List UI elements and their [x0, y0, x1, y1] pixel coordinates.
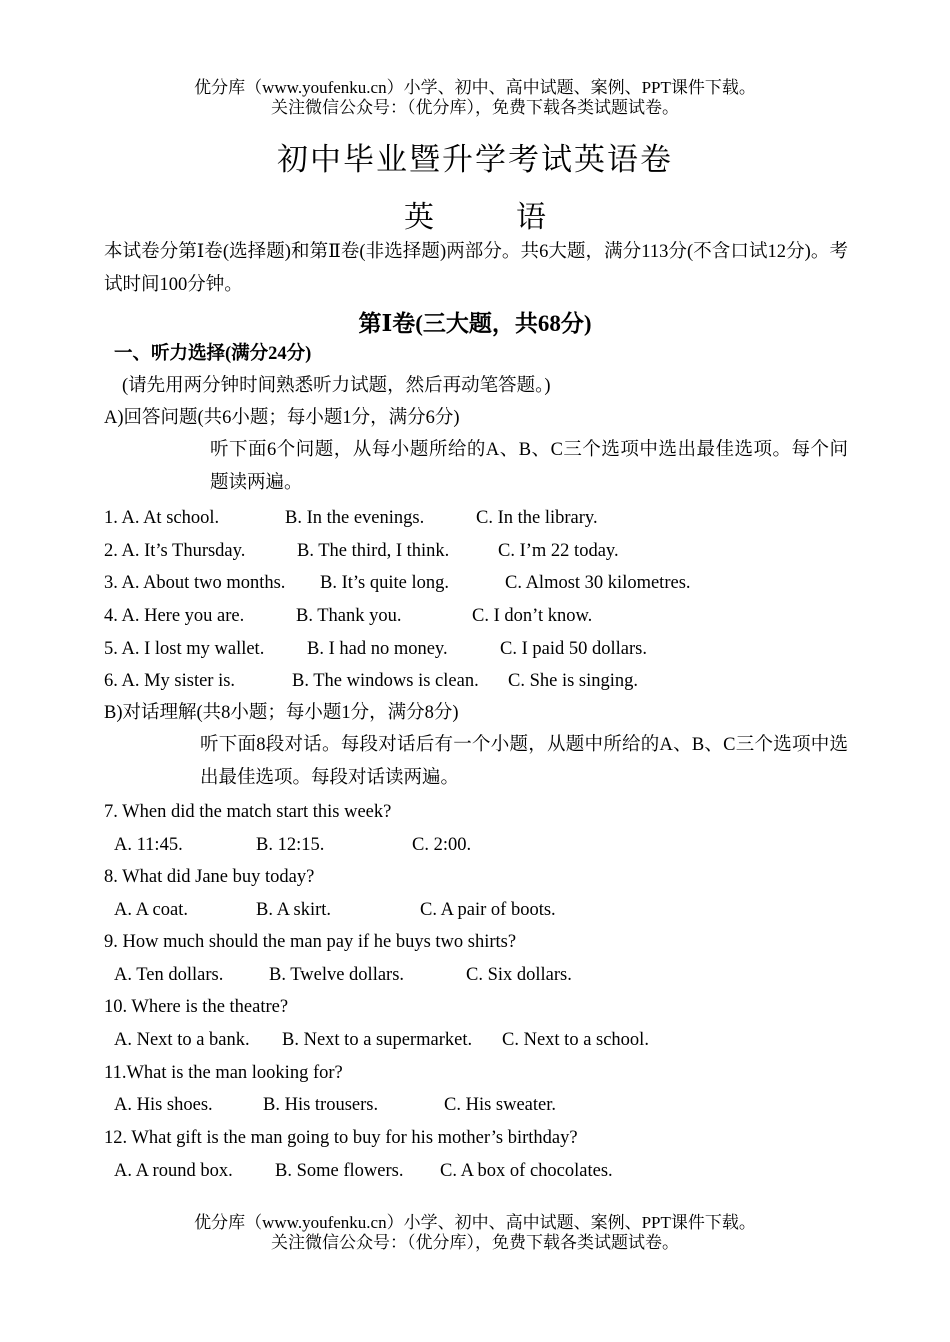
subtitle	[0, 192, 950, 236]
section1-title: 一、听力选择(满分24分)	[114, 344, 312, 364]
option-b: B. In the evenings.	[285, 508, 425, 528]
option-c: C. Almost 30 kilometres.	[505, 573, 691, 593]
option-b: B. His trousers.	[263, 1095, 379, 1115]
partA-instruction: 听下面6个问题，从每小题所给的A、B、C三个选项中选出最佳选项。每个问题读两遍。	[210, 440, 848, 493]
option-c: C. A box of chocolates.	[440, 1161, 613, 1181]
option-a: A. A coat.	[114, 900, 188, 920]
option-c: C. She is singing.	[508, 671, 639, 691]
option-a: A. 11:45.	[114, 835, 183, 855]
question-text: 11.What is the man looking for?	[104, 1063, 343, 1083]
footer-line-2: 关注微信公众号：（优分库），免费下载各类试题试卷。	[271, 1233, 679, 1252]
option-c: C. Next to a school.	[502, 1030, 649, 1050]
option-a: 4. A. Here you are.	[104, 606, 245, 626]
header-line-1: 优分库（www.youfenku.cn）小学、初中、高中试题、案例、PPT课件下载。	[194, 78, 756, 97]
section1-note: (请先用两分钟时间熟悉听力试题，然后再动笔答题。)	[122, 376, 551, 396]
intro-paragraph: 本试卷分第Ⅰ卷(选择题)和第Ⅱ卷(非选择题)两部分。共6大题，满分113分(不含口试12分)。考试时间100分钟。	[104, 242, 848, 295]
partB-instruction: 听下面8段对话。每段对话后有一个小题，从题中所给的A、B、C三个选项中选出最佳选项。每段对话读两遍。	[200, 735, 848, 788]
option-c: C. In the library.	[476, 508, 598, 528]
page-title: 初中毕业暨升学考试英语卷	[277, 142, 673, 177]
option-b: B. Next to a supermarket.	[282, 1030, 473, 1050]
option-c: C. 2:00.	[412, 835, 472, 855]
question-text: 10. Where is the theatre?	[104, 997, 289, 1017]
question-text: 8. What did Jane buy today?	[104, 867, 315, 887]
option-b: B. Thank you.	[296, 606, 402, 626]
option-a: 6. A. My sister is.	[104, 671, 236, 691]
subtitle-char-2: 语	[516, 201, 546, 234]
option-c: C. Six dollars.	[466, 965, 572, 985]
subtitle-char-1: 英	[404, 201, 434, 234]
option-c: C. I paid 50 dollars.	[500, 639, 647, 659]
option-c: C. His sweater.	[444, 1095, 557, 1115]
option-b: B. It’s quite long.	[320, 573, 449, 593]
option-a: A. Next to a bank.	[114, 1030, 250, 1050]
option-b: B. Some flowers.	[275, 1161, 404, 1181]
partA-title: A)回答问题(共6小题；每小题1分，满分6分)	[104, 408, 460, 428]
option-b: B. I had no money.	[307, 639, 448, 659]
option-a: A. His shoes.	[114, 1095, 213, 1115]
part1-title: 第Ⅰ卷(三大题，共68分)	[358, 311, 592, 336]
question-text: 12. What gift is the man going to buy for his mother’s birthday?	[104, 1128, 578, 1148]
option-a: A. A round box.	[114, 1161, 233, 1181]
question-text: 7. When did the match start this week?	[104, 802, 392, 822]
option-c: C. I don’t know.	[472, 606, 593, 626]
option-b: B. The windows is clean.	[292, 671, 479, 691]
option-b: B. Twelve dollars.	[269, 965, 405, 985]
option-b: B. A skirt.	[256, 900, 332, 920]
option-a: 1. A. At school.	[104, 508, 220, 528]
footer-line-1: 优分库（www.youfenku.cn）小学、初中、高中试题、案例、PPT课件下载。	[194, 1213, 756, 1232]
option-c: C. I’m 22 today.	[498, 541, 619, 561]
header-line-2: 关注微信公众号：（优分库），免费下载各类试题试卷。	[271, 98, 679, 117]
option-c: C. A pair of boots.	[420, 900, 556, 920]
option-a: 5. A. I lost my wallet.	[104, 639, 265, 659]
question-text: 9. How much should the man pay if he buys two shirts?	[104, 932, 517, 952]
partB-title: B)对话理解(共8小题；每小题1分，满分8分)	[104, 703, 459, 723]
option-b: B. 12:15.	[256, 835, 325, 855]
option-a: 3. A. About two months.	[104, 573, 286, 593]
option-a: 2. A. It’s Thursday.	[104, 541, 246, 561]
option-b: B. The third, I think.	[297, 541, 450, 561]
option-a: A. Ten dollars.	[114, 965, 224, 985]
